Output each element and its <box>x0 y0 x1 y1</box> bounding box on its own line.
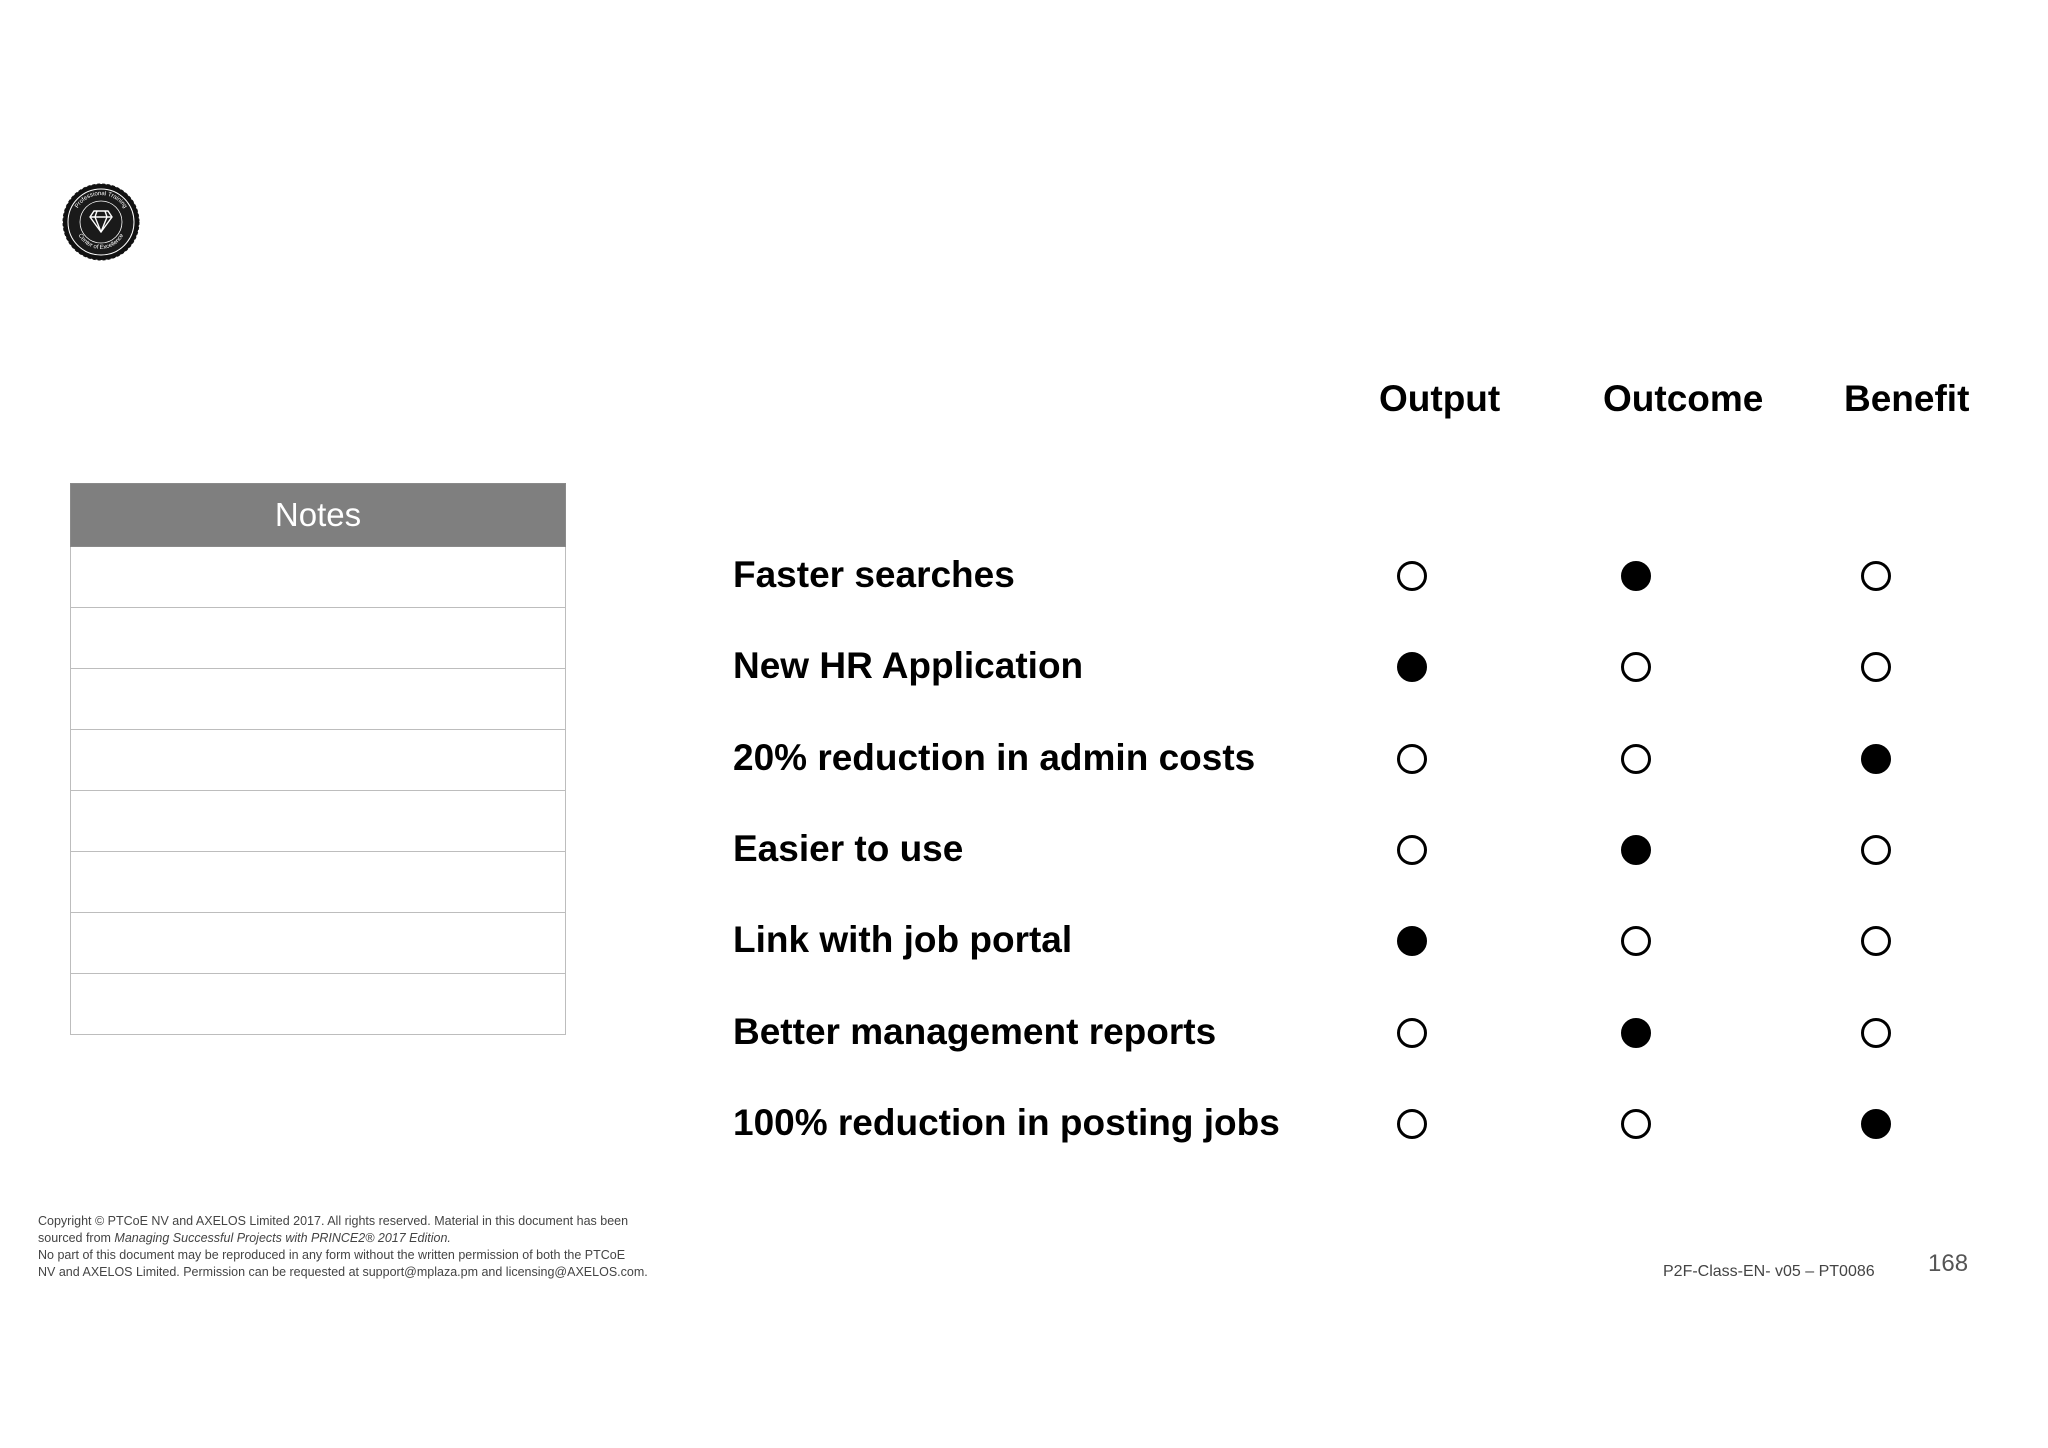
column-header-benefit: Benefit <box>1844 378 1970 419</box>
notes-row[interactable] <box>70 974 566 1035</box>
row-label: Faster searches <box>733 554 1015 595</box>
notes-title: Notes <box>70 483 566 547</box>
radio-benefit[interactable] <box>1861 652 1891 682</box>
radio-output[interactable] <box>1397 1109 1427 1139</box>
radio-benefit[interactable] <box>1861 561 1891 591</box>
radio-output-selected[interactable] <box>1397 926 1427 956</box>
notes-row[interactable] <box>70 669 566 730</box>
logo-seal <box>62 183 140 261</box>
radio-outcome[interactable] <box>1621 744 1651 774</box>
copyright-line: No part of this document may be reproduced in any form without the written permission of both the PTCoE <box>38 1248 626 1262</box>
column-header-outcome: Outcome <box>1603 378 1764 419</box>
document-code: P2F-Class-EN- v05 – PT0086 <box>1663 1263 1875 1280</box>
radio-benefit-selected[interactable] <box>1861 744 1891 774</box>
copyright-line: NV and AXELOS Limited. Permission can be requested at support@mplaza.pm and licensing@AXELOS.com. <box>38 1265 648 1279</box>
notes-panel <box>70 483 566 1035</box>
row-label: Link with job portal <box>733 919 1073 961</box>
radio-outcome-selected[interactable] <box>1621 1018 1651 1048</box>
row-label: 100% reduction in posting jobs <box>733 1101 1280 1143</box>
radio-outcome-selected[interactable] <box>1621 561 1651 591</box>
notes-row[interactable] <box>70 547 566 608</box>
svg-text:Center of Excellence: Center of Excellence <box>76 232 126 252</box>
radio-outcome[interactable] <box>1621 652 1651 682</box>
radio-benefit[interactable] <box>1861 926 1891 956</box>
notes-row[interactable] <box>70 608 566 669</box>
row-label: Easier to use <box>733 827 964 869</box>
radio-benefit[interactable] <box>1861 835 1891 865</box>
radio-outcome[interactable] <box>1621 926 1651 956</box>
radio-output[interactable] <box>1397 744 1427 774</box>
column-header-output: Output <box>1379 378 1501 419</box>
svg-text:Professional Training: Professional Training <box>74 190 128 210</box>
page-number: 168 <box>1928 1250 1969 1277</box>
radio-output-selected[interactable] <box>1397 652 1427 682</box>
radio-outcome-selected[interactable] <box>1621 835 1651 865</box>
row-label: New HR Application <box>733 645 1084 687</box>
notes-row[interactable] <box>70 913 566 974</box>
notes-row[interactable] <box>70 852 566 913</box>
radio-output[interactable] <box>1397 1018 1427 1048</box>
row-label: Better management reports <box>733 1010 1217 1052</box>
notes-row[interactable] <box>70 791 566 852</box>
radio-output[interactable] <box>1397 561 1427 591</box>
radio-outcome[interactable] <box>1621 1109 1651 1139</box>
row-label: 20% reduction in admin costs <box>733 736 1256 778</box>
copyright-line: Copyright © PTCoE NV and AXELOS Limited 2017. All rights reserved. Material in this document has been <box>38 1214 629 1228</box>
notes-row[interactable] <box>70 730 566 791</box>
radio-output[interactable] <box>1397 835 1427 865</box>
copyright-notice <box>38 1213 738 1281</box>
radio-benefit[interactable] <box>1861 1018 1891 1048</box>
radio-benefit-selected[interactable] <box>1861 1109 1891 1139</box>
copyright-line: sourced from Managing Successful Projects with PRINCE2® 2017 Edition. <box>38 1231 451 1245</box>
